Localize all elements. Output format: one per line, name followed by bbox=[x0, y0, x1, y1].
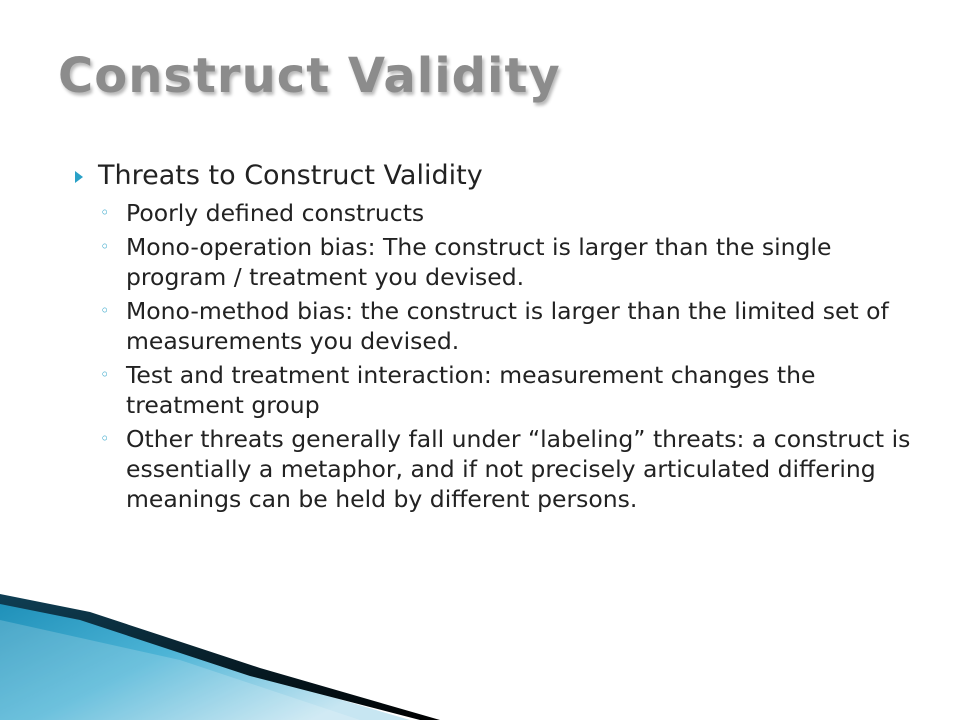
sub-bullet-list bbox=[74, 198, 914, 514]
decorative-swoosh bbox=[0, 590, 460, 720]
sub-bullet-text: Mono-method bias: the construct is larger than the limited set of measurements you devised. bbox=[126, 297, 889, 355]
slide-title: Construct Validity bbox=[58, 48, 561, 104]
sub-bullet-text: Poorly defined constructs bbox=[126, 199, 425, 227]
triangle-arrow-icon bbox=[74, 167, 98, 187]
main-bullet-label: Threats to Construct Validity bbox=[98, 160, 483, 191]
sub-bullet-text: Mono-operation bias: The construct is larger than the single program / treatment you devised. bbox=[126, 233, 832, 291]
sub-bullet bbox=[100, 296, 914, 356]
ring-bullet-icon: ◦ bbox=[100, 365, 110, 384]
main-bullet bbox=[74, 158, 914, 194]
ring-bullet-icon: ◦ bbox=[100, 429, 110, 448]
sub-bullet bbox=[100, 360, 914, 420]
sub-bullet-text: Other threats generally fall under “labeling” threats: a construct is essentially a metaphor, and if not precisely articulated differing meanings can be held by different persons. bbox=[126, 425, 911, 513]
sub-bullet bbox=[100, 232, 914, 292]
ring-bullet-icon: ◦ bbox=[100, 237, 110, 256]
sub-bullet bbox=[100, 424, 914, 514]
sub-bullet bbox=[100, 198, 914, 228]
slide-content bbox=[74, 158, 914, 518]
ring-bullet-icon: ◦ bbox=[100, 301, 110, 320]
ring-bullet-icon: ◦ bbox=[100, 203, 110, 222]
sub-bullet-text: Test and treatment interaction: measurement changes the treatment group bbox=[126, 361, 816, 419]
